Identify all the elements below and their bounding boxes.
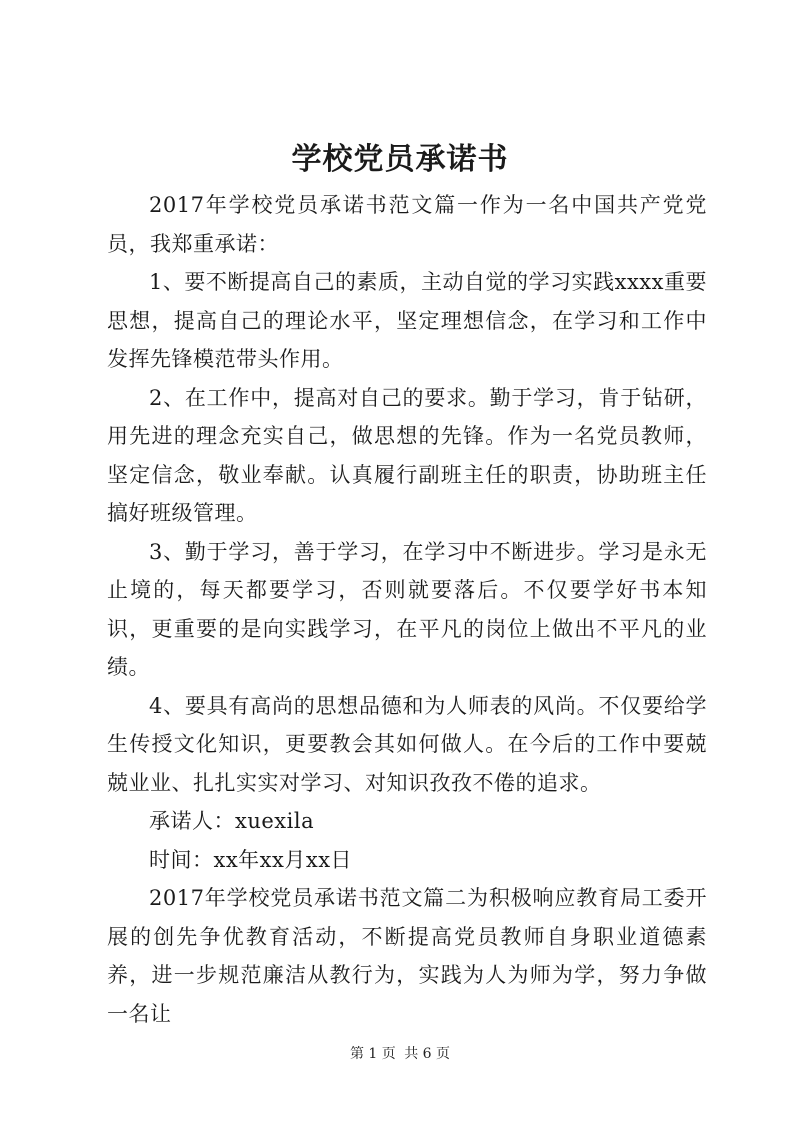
document-body (107, 186, 707, 1033)
page-footer (0, 1044, 800, 1064)
signatory-line: 承诺人：xuexila (149, 809, 315, 833)
paragraph-item-1: 1、要不断提高自己的素质，主动自觉的学习实践xxxx重要思想，提高自己的理论水平，坚定理想信念，在学习和工作中发挥先锋模范带头作用。 (107, 270, 707, 371)
date-line: 时间：xx年xx月xx日 (149, 847, 353, 872)
page-title: 学校党员承诺书 (291, 142, 509, 177)
paragraph-part-two: 2017年学校党员承诺书范文篇二为积极响应教育局工委开展的创先争优教育活动，不断提高党员教师自身职业道德素养，进一步规范廉洁从教行为，实践为人为师为学，努力争做一名让 (107, 886, 707, 1026)
paragraph-item-3: 3、勤于学习，善于学习，在学习中不断进步。学习是永无止境的，每天都要学习，否则就要落后。不仅要学好书本知识，更重要的是向实践学习，在平凡的岗位上做出不平凡的业绩。 (107, 539, 707, 679)
page-total: 共 6 页 (404, 1046, 451, 1062)
page-number: 第 1 页 (349, 1046, 396, 1062)
paragraph-intro: 2017年学校党员承诺书范文篇一作为一名中国共产党党员，我郑重承诺： (107, 193, 707, 256)
paragraph-item-2: 2、在工作中，提高对自己的要求。勤于学习，肯于钻研，用先进的理念充实自己，做思想的先锋。作为一名党员教师，坚定信念，敬业奉献。认真履行副班主任的职责，协助班主任搞好班级管理。 (107, 385, 707, 525)
paragraph-item-4: 4、要具有高尚的思想品德和为人师表的风尚。不仅要给学生传授文化知识，更要教会其如何做人。在今后的工作中要兢兢业业、扎扎实实对学习、对知识孜孜不倦的追求。 (107, 693, 707, 795)
